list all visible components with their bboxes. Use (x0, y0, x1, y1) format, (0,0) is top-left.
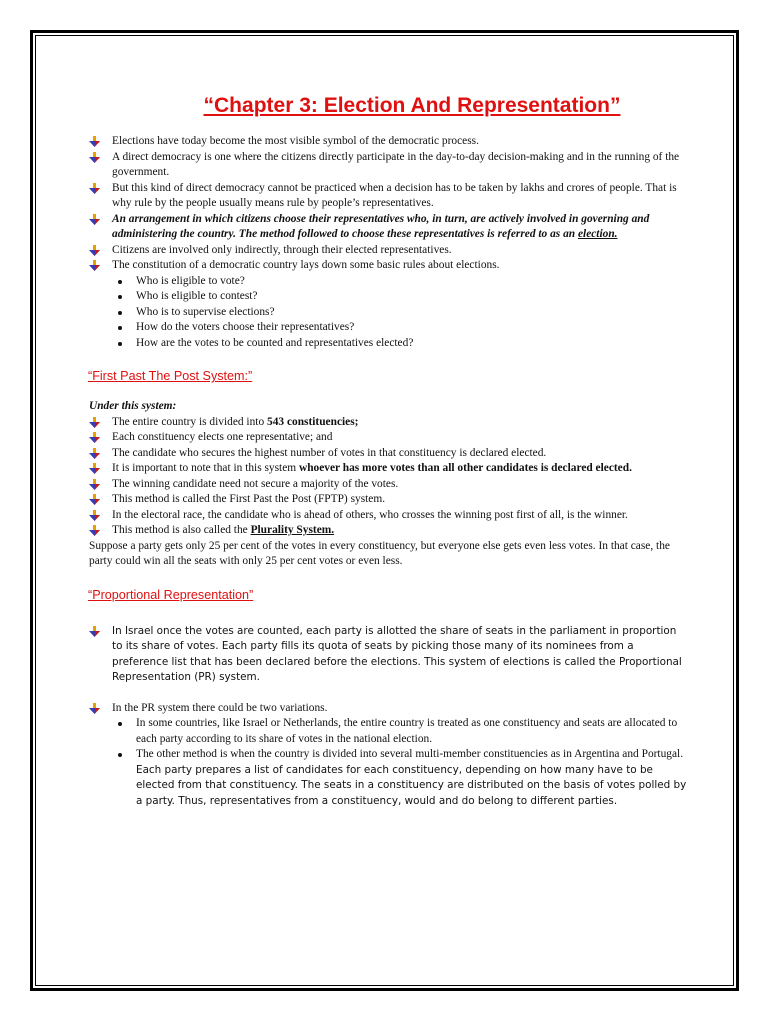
fptp-list (89, 415, 689, 539)
list-item: Who is eligible to vote? (116, 274, 689, 290)
list-item: This method is called the First Past the Post (FPTP) system. (89, 492, 689, 508)
election-term: election. (577, 228, 618, 240)
arrow-bullet-icon (89, 417, 103, 429)
page-title: “Chapter 3: Election And Representation” (203, 94, 621, 117)
fptp-example-paragraph: Suppose a party gets only 25 per cent of the votes in every constituency, but everyone else gets even less votes. In that case, the party could win all the seats with only 25 per cent votes or even less. (89, 539, 670, 567)
arrow-bullet-icon (89, 703, 103, 715)
arrow-bullet-icon (89, 432, 103, 444)
list-item: The constitution of a democratic country lays down some basic rules about elections. Who is eligible to vote? Who is eligible to contest? Who is to supervise elections? How do the voters choose their representatives? How are the votes to be counted and representatives elected? (89, 258, 689, 351)
list-item: Who is to supervise elections? (116, 305, 689, 321)
list-item: Elections have today become the most visible symbol of the democratic process. (89, 134, 689, 150)
list-item: How are the votes to be counted and representatives elected? (116, 336, 689, 352)
list-item: The entire country is divided into 543 constituencies; (89, 415, 689, 431)
arrow-bullet-icon (89, 479, 103, 491)
list-item: The winning candidate need not secure a majority of the votes. (89, 477, 689, 493)
arrow-bullet-icon (89, 152, 103, 164)
list-item: In some countries, like Israel or Netherlands, the entire country is treated as one constituency and seats are allocated to each party according to its share of votes in the national election. (116, 716, 689, 747)
list-item: It is important to note that in this system whoever has more votes than all other candidates is declared elected. (89, 461, 689, 477)
list-item: Who is eligible to contest? (116, 289, 689, 305)
list-item: A direct democracy is one where the citizens directly participate in the day-to-day decision-making and in the running of the government. (89, 150, 689, 181)
arrow-bullet-icon (89, 494, 103, 506)
list-item: The candidate who secures the highest number of votes in that constituency is declared elected. (89, 446, 689, 462)
pr-list (89, 624, 689, 686)
section-heading-fptp: “First Past The Post System:” (88, 369, 253, 383)
arrow-bullet-icon (89, 525, 103, 537)
arrow-bullet-icon (89, 260, 103, 272)
list-item: In the electoral race, the candidate who is ahead of others, who crosses the winning post first of all, is the winner. (89, 508, 689, 524)
list-item: But this kind of direct democracy cannot be practiced when a decision has to be taken by lakhs and crores of people. That is why rule by the people usually means rule by people’s representatives. (89, 181, 689, 212)
arrow-bullet-icon (89, 183, 103, 195)
list-item: Citizens are involved only indirectly, through their elected representatives. (89, 243, 689, 259)
list-item: In Israel once the votes are counted, each party is allotted the share of seats in the parliament in proportion to its share of votes. Each party fills its quota of seats by picking those many of its nominees from a preference list that has been declared before the elections. This system of elections is called the Proportional Representation (PR) system. (89, 624, 689, 686)
section-subheading: Under this system: (89, 400, 177, 412)
list-item: The other method is when the country is divided into several multi-member constituencies as in Argentina and Portugal. Each party prepares a list of candidates for each constituency, depending on how many have to be elected from that constituency. The seats in a constituency are distributed on the basis of votes polled by a party. Thus, representatives from a constituency, would and do belong to different parties. (116, 747, 689, 809)
arrow-bullet-icon (89, 510, 103, 522)
list-item: Each constituency elects one representative; and (89, 430, 689, 446)
intro-list (89, 134, 689, 351)
pr-variations (89, 716, 689, 809)
page-content (89, 92, 689, 809)
arrow-bullet-icon (89, 245, 103, 257)
list-item: How do the voters choose their representatives? (116, 320, 689, 336)
list-item: This method is also called the Plurality System. (89, 523, 689, 539)
list-item: An arrangement in which citizens choose their representatives who, in turn, are actively involved in governing and administering the country. The method followed to choose these representatives is referred to as an election. (89, 212, 689, 243)
arrow-bullet-icon (89, 626, 103, 638)
arrow-bullet-icon (89, 463, 103, 475)
arrow-bullet-icon (89, 136, 103, 148)
section-heading-pr: “Proportional Representation” (88, 587, 254, 602)
pr-variations-list (89, 701, 689, 810)
election-rules-list (89, 274, 689, 352)
arrow-bullet-icon (89, 448, 103, 460)
list-item: In the PR system there could be two variations. In some countries, like Israel or Netherlands, the entire country is treated as one constituency and seats are allocated to each party according to its share of votes in the national election. The other method is when the country is divided into several multi-member constituencies as in Argentina and Portugal. Each party prepares a list of candidates for each constituency, depending on how many have to be elected from that constituency. The seats in a constituency are distributed on the basis of votes polled by a party. Thus, representatives from a constituency, would and do belong to different parties. (89, 701, 689, 810)
arrow-bullet-icon (89, 214, 103, 226)
